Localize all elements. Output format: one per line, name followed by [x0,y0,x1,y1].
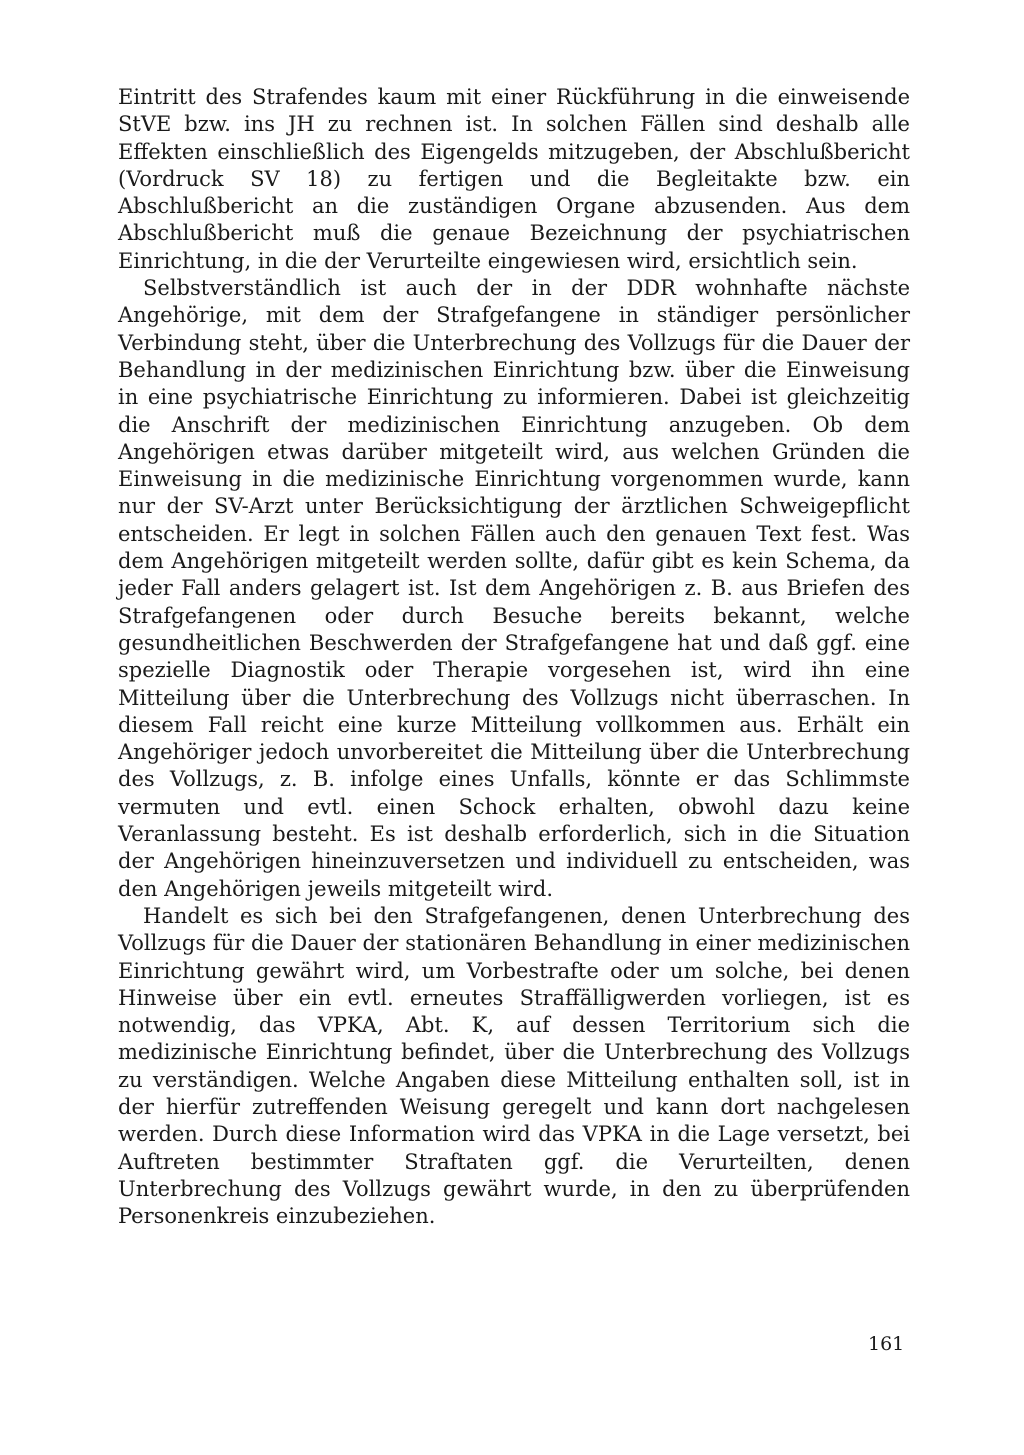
paragraph-continuation: Eintritt des Strafendes kaum mit einer Rückführung in die einweisende StVE bzw. ins JH zu rechnen ist. In solchen Fällen sind deshalb alle Effekten einschließlich des Eigengelds mitzugeben, der Abschlußbericht (Vordruck SV 18) zu fertigen und die Begleitakte bzw. ein Abschlußbericht an die zuständigen Organe abzusenden. Aus dem Abschlußbericht muß die genaue Bezeichnung der psychiatrischen Einrichtung, in die der Verurteilte eingewiesen wird, ersichtlich sein. [118,85,910,273]
document-page [118,84,910,1230]
page-number: 161 [868,1333,905,1355]
paragraph-vpka-notification: Handelt es sich bei den Strafgefangenen, denen Unterbrechung des Vollzugs für die Dauer der stationären Behandlung in einer medizinischen Einrichtung gewährt wird, um Vorbestrafte oder um solche, bei denen Hinweise über ein evtl. erneutes Straffälligwerden vorliegen, ist es notwendig, das VPKA, Abt. K, auf dessen Territorium sich die medizinische Einrichtung befindet, über die Unterbrechung des Vollzugs zu verständigen. Welche Angaben diese Mitteilung enthalten soll, ist in der hierfür zutreffenden Weisung geregelt und kann dort nachgelesen werden. Durch diese Information wird das VPKA in die Lage versetzt, bei Auftreten bestimmter Straftaten ggf. die Verurteilten, denen Unterbrechung des Vollzugs gewährt wurde, in den zu überprüfenden Personenkreis einzubeziehen. [118,903,910,1229]
paragraph-relatives-notification: Selbstverständlich ist auch der in der DDR wohnhafte nächste Angehörige, mit dem der Strafgefangene in ständiger persönlicher Verbindung steht, über die Unterbrechung des Vollzugs für die Dauer der Behandlung in der medizinischen Einrichtung bzw. über die Einweisung in eine psychiatrische Einrichtung zu informieren. Dabei ist gleichzeitig die Anschrift der medizinischen Einrichtung anzugeben. Ob dem Angehörigen etwas darüber mitgeteilt wird, aus welchen Gründen die Einweisung in die medizinische Einrichtung vorgenommen wurde, kann nur der SV-Arzt unter Berücksichtigung der ärztlichen Schweigepflicht entscheiden. Er legt in solchen Fällen auch den genauen Text fest. Was dem Angehörigen mitgeteilt werden sollte, dafür gibt es kein Schema, da jeder Fall anders gelagert ist. Ist dem Angehörigen z. B. aus Briefen des Strafgefangenen oder durch Besuche bereits bekannt, welche gesundheitlichen Beschwerden der Strafgefangene hat und daß ggf. eine spezielle Diagnostik oder Therapie vorgesehen ist, wird ihn eine Mitteilung über die Unterbrechung des Vollzugs nicht überraschen. In diesem Fall reicht eine kurze Mitteilung vollkommen aus. Erhält ein Angehöriger jedoch unvorbereitet die Mitteilung über die Unterbrechung des Vollzugs, z. B. infolge eines Unfalls, könnte er das Schlimmste vermuten und evtl. einen Schock erhalten, obwohl dazu keine Veranlassung besteht. Es ist deshalb erforderlich, sich in die Situation der Angehörigen hineinzuversetzen und individuell zu entscheiden, was den Angehörigen jeweils mitgeteilt wird. [118,276,910,901]
